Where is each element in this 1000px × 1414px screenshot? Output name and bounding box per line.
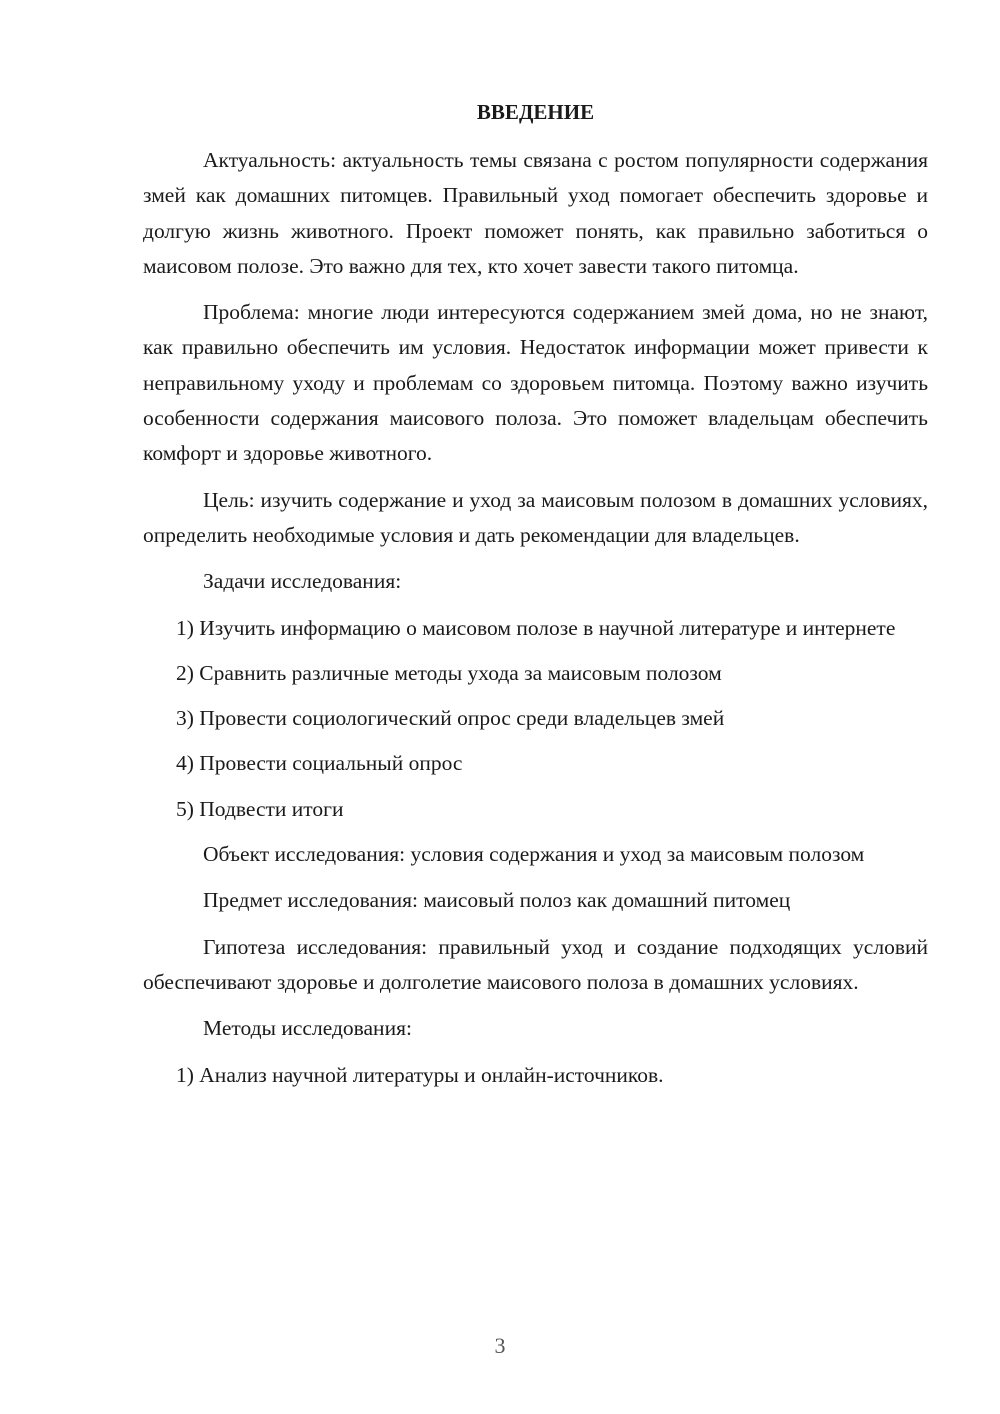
goal-paragraph: Цель: изучить содержание и уход за маисовым полозом в домашних условиях, определить необходимые условия и дать рекомендации для владельцев. [143, 487, 928, 547]
object-paragraph: Объект исследования: условия содержания и уход за маисовым полозом [203, 842, 865, 867]
list-item: 1) Анализ научной литературы и онлайн-источников. [176, 1062, 664, 1087]
list-item: 2) Сравнить различные методы ухода за маисовым полозом [176, 660, 722, 685]
page-number: 3 [494, 1333, 506, 1358]
tasks-list [143, 611, 928, 827]
hypothesis-paragraph: Гипотеза исследования: правильный уход и создание подходящих условий обеспечивают здоровье и долголетие маисового полоза в домашних условиях. [143, 934, 928, 994]
subject-paragraph: Предмет исследования: маисовый полоз как домашний питомец [203, 888, 791, 913]
list-item: 5) Подвести итоги [176, 796, 344, 821]
methods-title: Методы исследования: [203, 1016, 412, 1041]
document-page [143, 95, 928, 1103]
relevance-paragraph: Актуальность: актуальность темы связана с ростом популярности содержания змей как домашних питомцев. Правильный уход помогает обеспечить здоровье и долгую жизнь животного. Проект поможет понять, как правильно заботиться о маисовом полозе. Это важно для тех, кто хочет завести такого питомца. [143, 148, 928, 278]
list-item: 4) Провести социальный опрос [176, 751, 463, 776]
list-item: 3) Провести социологический опрос среди владельцев змей [176, 706, 725, 731]
list-item: 1) Изучить информацию о маисовом полозе в научной литературе и интернете [176, 615, 896, 640]
tasks-title: Задачи исследования: [203, 569, 402, 594]
methods-list [143, 1058, 928, 1093]
problem-paragraph: Проблема: многие люди интересуются содержанием змей дома, но не знают, как правильно обеспечить им условия. Недостаток информации может привести к неправильному уходу и проблемам со здоровьем питомца. Поэтому важно изучить особенности содержания маисового полоза. Это поможет владельцам обеспечить комфорт и здоровье животного. [143, 300, 928, 466]
section-heading: ВВЕДЕНИЕ [476, 100, 595, 124]
